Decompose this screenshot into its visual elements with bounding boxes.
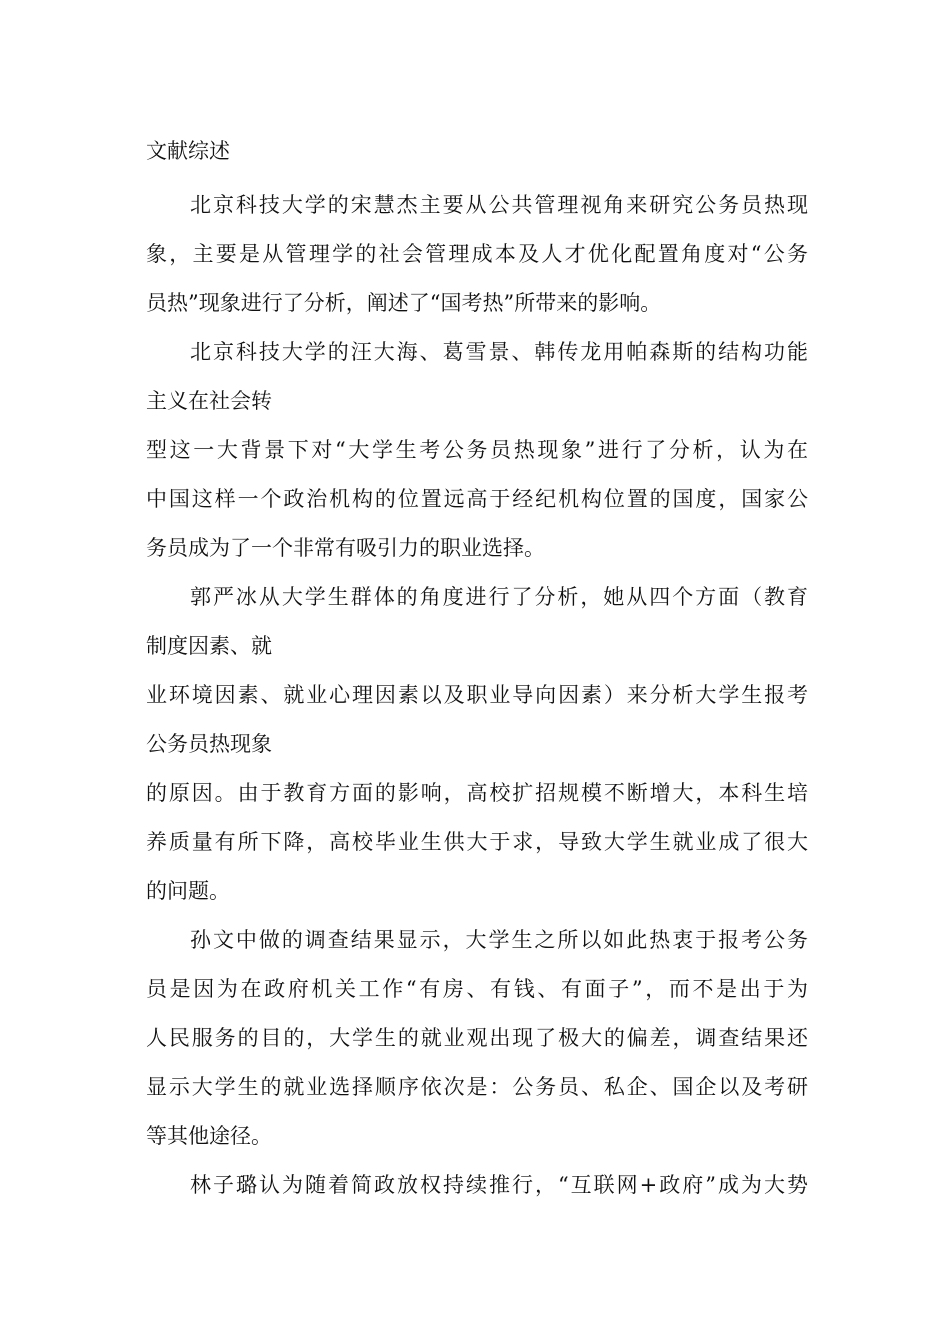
document-body — [146, 134, 808, 1210]
text-line: 公务员热现象 — [146, 732, 272, 756]
text-line: 务员成为了一个非常有吸引力的职业选择。 — [146, 536, 545, 560]
text-line: 的原因。由于教育方面的影响，高校扩招规模不断增大，本科生培 — [146, 781, 808, 805]
text-line: 业环境因素、就业心理因素以及职业导向因素）来分析大学生报考 — [146, 683, 808, 707]
text-line: 孙文中做的调查结果显示，大学生之所以如此热衷于报考公务 — [190, 928, 808, 952]
text-line: 中国这样一个政治机构的位置远高于经纪机构位置的国度，国家公 — [146, 487, 808, 511]
text-line: 主义在社会转 — [146, 389, 272, 413]
text-line: 北京科技大学的宋慧杰主要从公共管理视角来研究公务员热现 — [190, 193, 808, 217]
text-line: 郭严冰从大学生群体的角度进行了分析，她从四个方面（教育 — [190, 585, 808, 609]
text-line: 象，主要是从管理学的社会管理成本及人才优化配置角度对“公务 — [146, 242, 808, 266]
text-line: 型这一大背景下对“大学生考公务员热现象”进行了分析，认为在 — [146, 438, 808, 462]
text-line: 林子璐认为随着简政放权持续推行，“互联网+政府”成为大势 — [190, 1173, 808, 1197]
text-line: 养质量有所下降，高校毕业生供大于求，导致大学生就业成了很大 — [146, 830, 808, 854]
text-line: 显示大学生的就业选择顺序依次是：公务员、私企、国企以及考研 — [146, 1075, 808, 1099]
text-line: 员是因为在政府机关工作“有房、有钱、有面子”，而不是出于为 — [146, 977, 808, 1001]
paragraph-song-huijie — [146, 181, 808, 328]
paragraph-wang-dahai — [146, 328, 808, 573]
paragraph-guo-yanbing — [146, 573, 808, 916]
text-line: 的问题。 — [146, 879, 230, 903]
paragraph-lin-zilu — [146, 1161, 808, 1210]
text-line: 人民服务的目的，大学生的就业观出现了极大的偏差，调查结果还 — [146, 1026, 808, 1050]
paragraph-sun-wenzhong — [146, 916, 808, 1161]
text-line: 制度因素、就 — [146, 634, 272, 658]
section-heading: 文献综述 — [146, 139, 230, 163]
text-line: 北京科技大学的汪大海、葛雪景、韩传龙用帕森斯的结构功能 — [190, 340, 808, 364]
text-line: 员热”现象进行了分析，阐述了“国考热”所带来的影响。 — [146, 291, 662, 315]
text-line: 等其他途径。 — [146, 1124, 272, 1148]
